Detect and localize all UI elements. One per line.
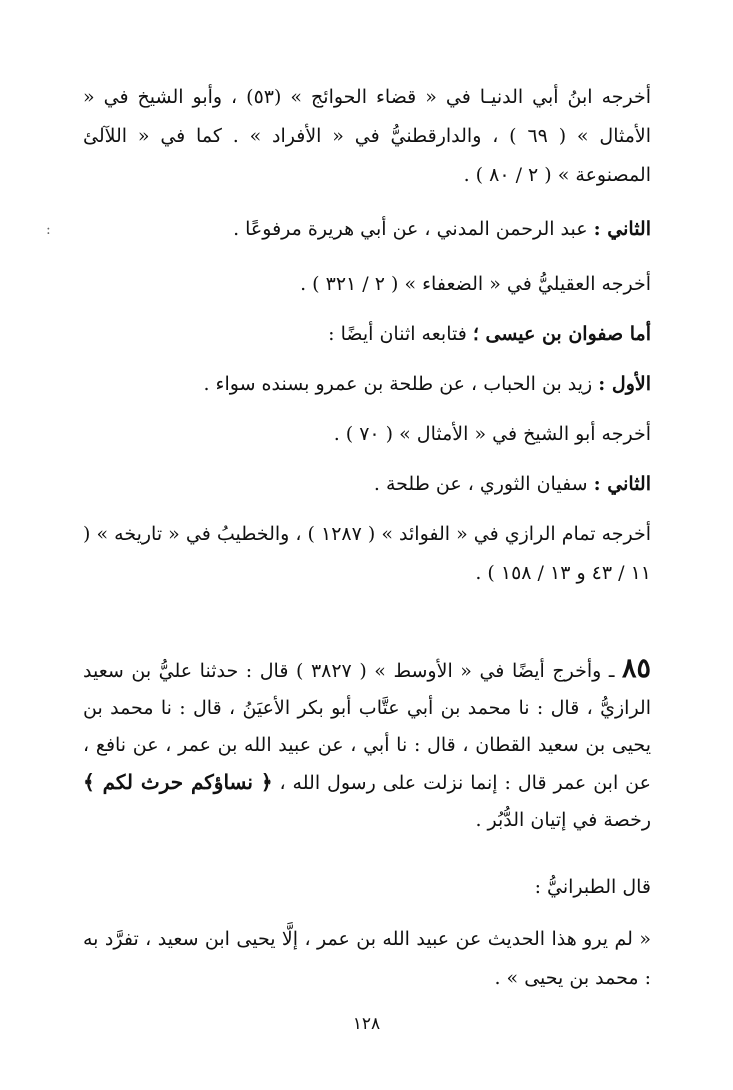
page-number: ١٢٨ [352,1014,381,1034]
paragraph-label: الأول : [598,373,651,395]
paragraph-text: أخرجه أبو الشيخ في « الأمثال » ( ٧٠ ) . [333,423,651,445]
hadith-number: ٨٥ [621,653,651,684]
paragraph-safwan [83,315,651,354]
paragraph-takhrij-3 [83,415,651,454]
paragraph-second-narrator [83,210,651,249]
paragraph-text: أخرجه العقيليُّ في « الضعفاء » ( ٢ / ٣٢١ ) . [300,273,651,295]
hadith-85 [83,650,651,839]
hadith-matn-text: رخصة في إتيان الدُّبُر . [475,809,651,831]
paragraph-first-follower [83,365,651,404]
hadith-isnad-text: ـ وأخرج أيضًا في « الأوسط » ( ٣٨٢٧ ) قال : حدثنا عليُّ بن سعيد الرازيُّ ، قال : نا محمد بن أبي عتَّاب أبو بكر الأعيَنُ ، قال : نا محمد بن يحيى بن سعيد القطان ، قال : نا أبي ، عن عبيد الله بن عمر ، عن نافع ، عن ابن عمر قال : إنما نزلت على رسول الله ، [83,660,651,794]
paragraph-takhrij-4 [83,515,651,593]
paragraph-text: أخرجه ابنُ أبي الدنيـا في « قضاء الحوائج » (٥٣) ، وأبو الشيخ في « الأمثال » ( ٦٩ ) ، والدارقطنيُّ في « الأفراد » . كما في « اللآلئ المصنوعة » ( ٢ / ٨٠ ) . [83,86,652,186]
paragraph-tabarani-quote [83,920,651,998]
paragraph-label: الثاني : [593,218,651,240]
margin-mark: : [46,222,51,238]
paragraph-text: سفيان الثوري ، عن طلحة . [373,473,588,495]
paragraph-tabarani-said [83,868,651,907]
quran-verse: ﴿ نساؤكم حرث لكم ﴾ [83,770,273,794]
paragraph-text: زيد بن الحباب ، عن طلحة بن عمرو بسنده سواء . [203,373,593,395]
paragraph-text: أخرجه تمام الرازي في « الفوائد » ( ١٢٨٧ ) ، والخطيبُ في « تاريخه » ( ١١ / ٤٣ و ١٣ / ١٥٨ ) . [83,523,652,584]
paragraph-second-follower [83,465,651,504]
paragraph-label: الثاني : [593,473,651,495]
paragraph-text: فتابعه اثنان أيضًا : [328,323,467,345]
paragraph-label: أما صفوان بن عيسى ؛ [472,323,651,345]
paragraph-takhrij-2 [83,265,651,304]
paragraph-text: « لم يرو هذا الحديث عن عبيد الله بن عمر ، إلَّا يحيى ابن سعيد ، تفرَّد به : محمد بن يحيى » . [83,928,651,989]
paragraph-text: عبد الرحمن المدني ، عن أبي هريرة مرفوعًا . [233,218,588,240]
paragraph-takhrij-1 [83,78,651,195]
paragraph-text: قال الطبرانيُّ : [534,876,651,898]
